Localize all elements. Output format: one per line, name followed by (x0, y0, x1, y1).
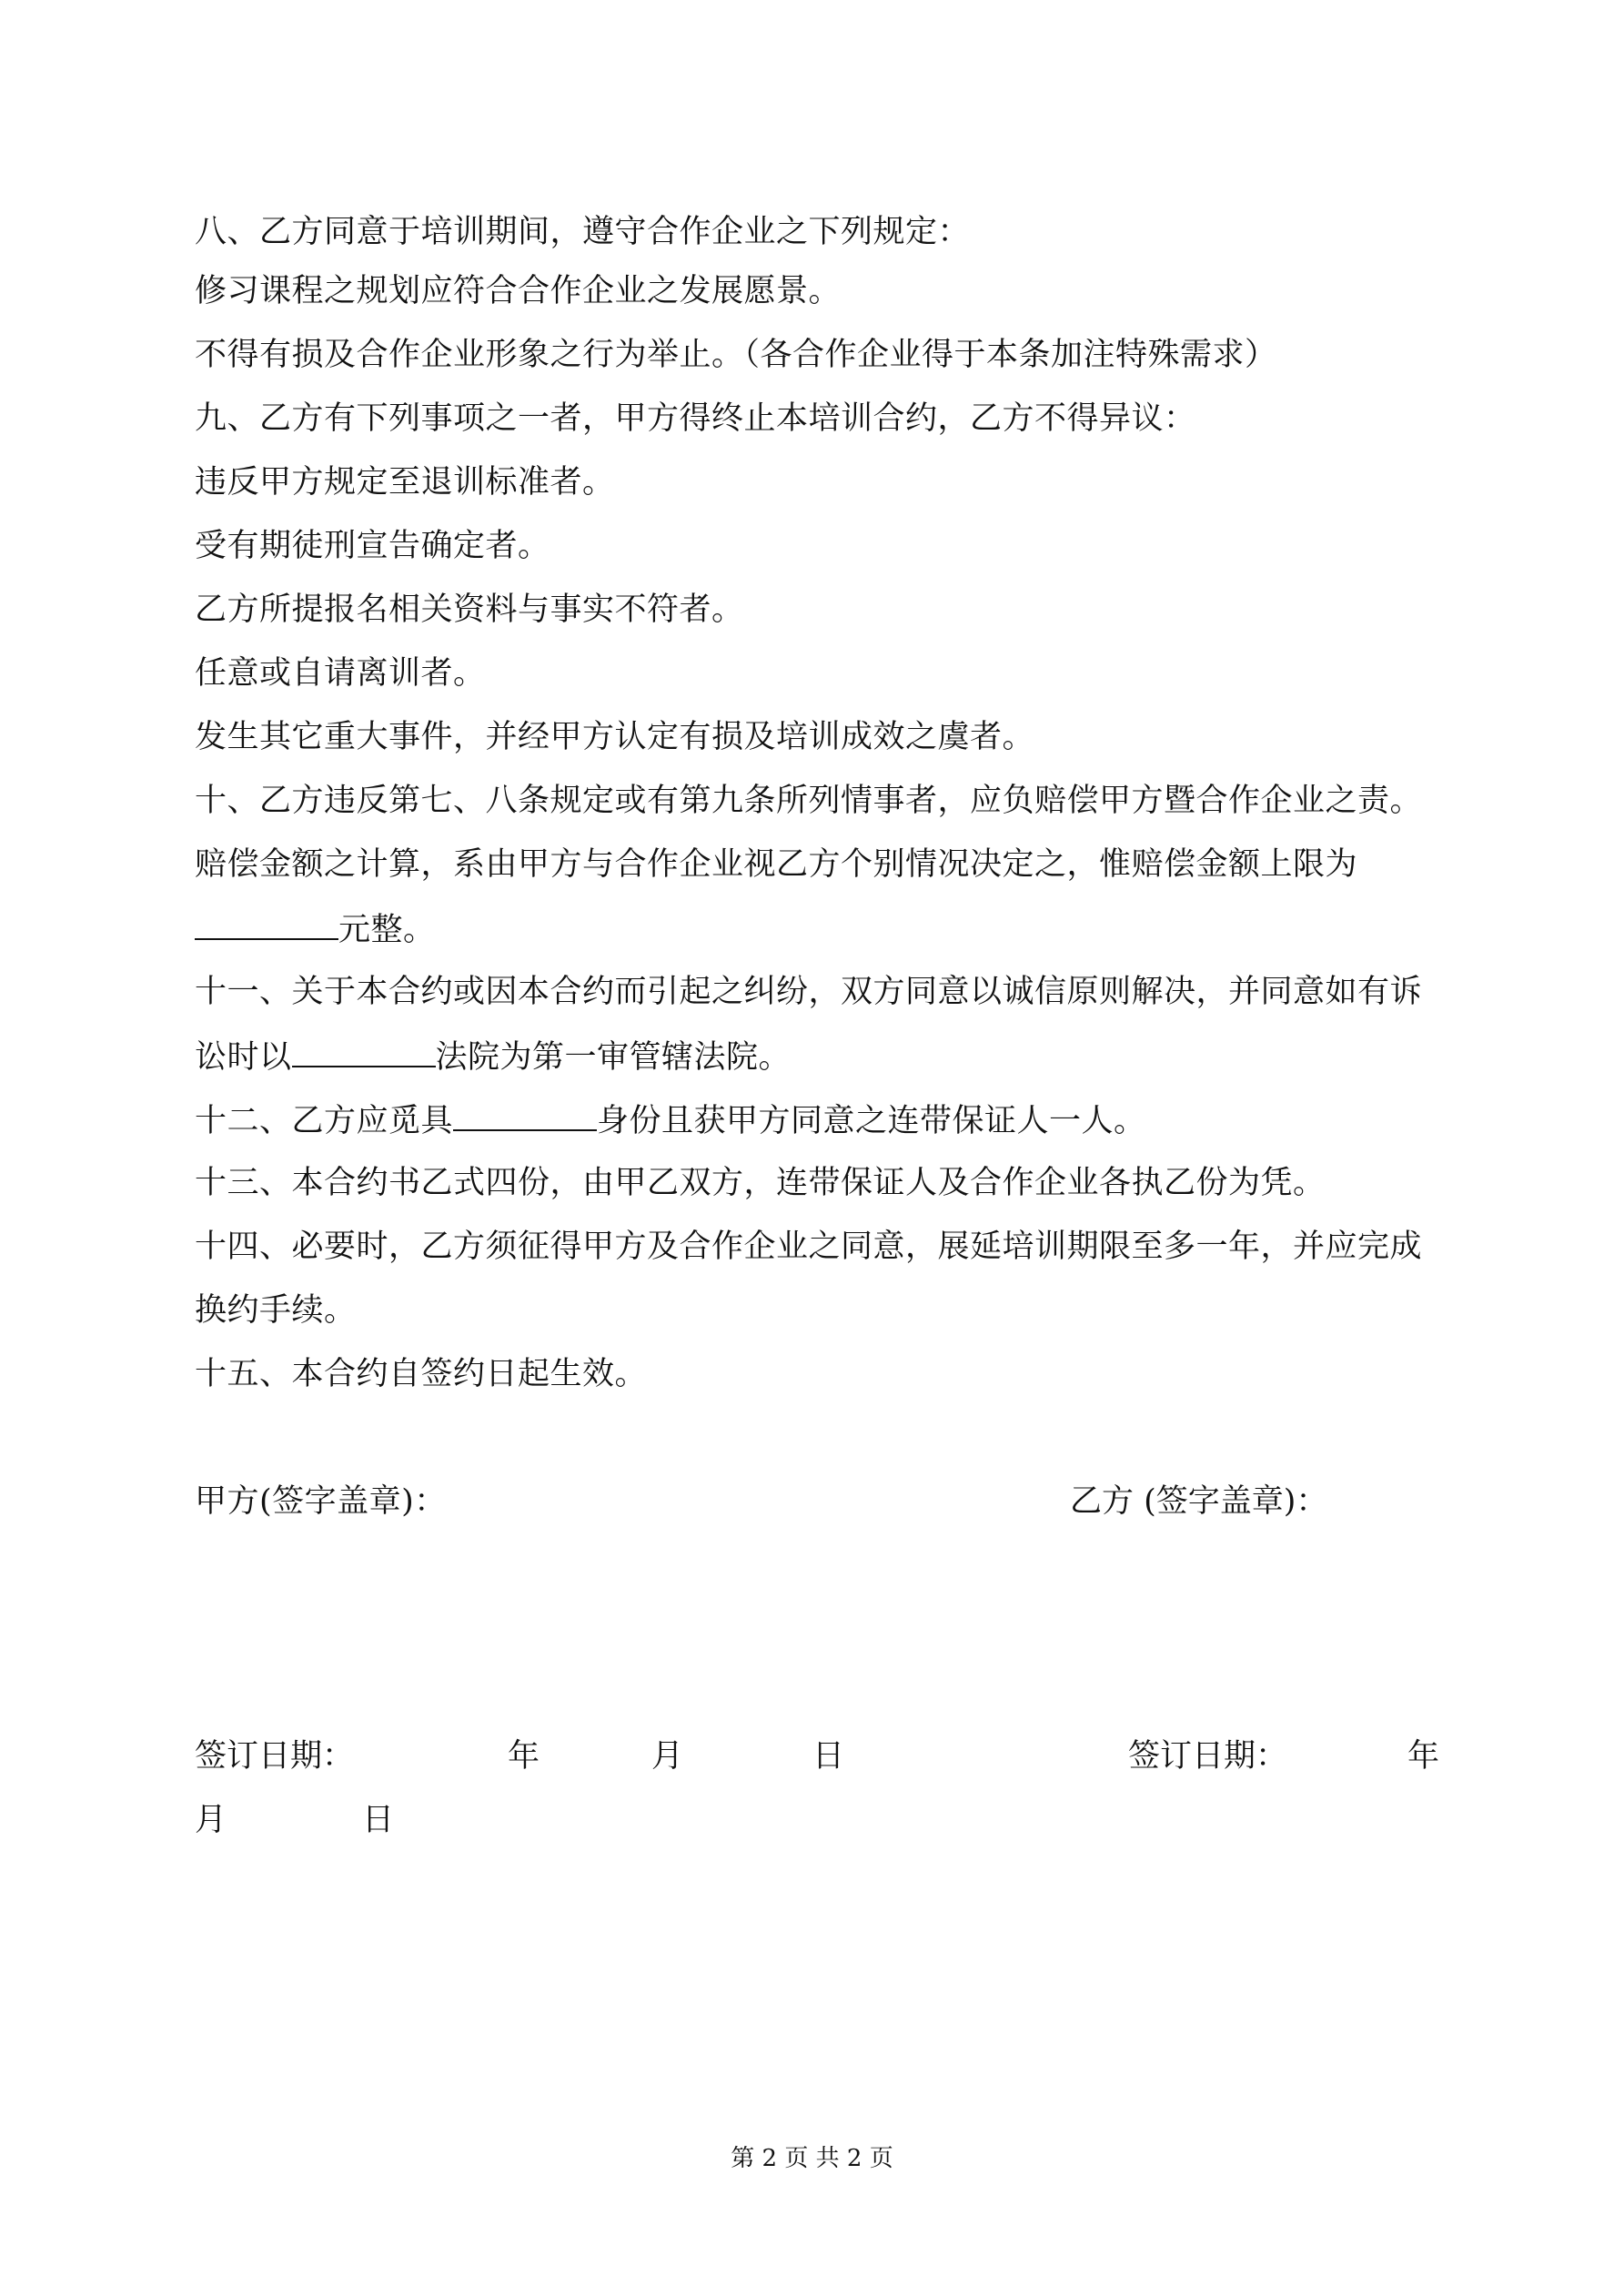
clause-8-heading: 八、乙方同意于培训期间，遵守合作企业之下列规定： (195, 214, 971, 250)
clause-10-suffix: 元整。 (338, 912, 436, 948)
page-number-footer: 第 2 页 共 2 页 (731, 2145, 893, 2172)
party-a-date-month: 月 (651, 1738, 684, 1775)
clause-9-item-5: 发生其它重大事件，并经甲方认定有损及培训成效之虞者。 (195, 719, 1035, 755)
clause-14-line-1: 十四、必要时，乙方须征得甲方及合作企业之同意，展延培训期限至多一年，并应完成 (195, 1229, 1423, 1265)
party-b-date-month: 月 (195, 1802, 227, 1838)
clause-9-heading: 九、乙方有下列事项之一者，甲方得终止本培训合约，乙方不得异议： (195, 400, 1196, 437)
party-a-date-day: 日 (812, 1738, 845, 1775)
clause-10-line-1: 十、乙方违反第七、八条规定或有第九条所列情事者，应负赔偿甲方暨合作企业之责。 (195, 783, 1423, 819)
clause-11-line-1: 十一、关于本合约或因本合约而引起之纠纷，双方同意以诚信原则解决，并同意如有诉 (195, 974, 1423, 1010)
clause-8-item-2: 不得有损及合作企业形象之行为举止。（各合作企业得于本条加注特殊需求） (195, 337, 1277, 373)
clause-8-item-1: 修习课程之规划应符合合作企业之发展愿景。 (195, 273, 842, 309)
court-blank (292, 1035, 436, 1067)
party-a-date-year: 年 (508, 1738, 540, 1775)
clause-14-line-2: 换约手续。 (195, 1292, 357, 1329)
clause-9-item-1: 违反甲方规定至退训标准者。 (195, 464, 615, 501)
party-b-date-label: 签订日期： (1128, 1738, 1288, 1775)
clause-11-prefix: 讼时以 (195, 1039, 292, 1076)
party-a-date-label: 签订日期： (195, 1738, 355, 1775)
clause-15: 十五、本合约自签约日起生效。 (195, 1356, 648, 1392)
party-a-signature-label: 甲方(签字盖章)： (195, 1483, 447, 1520)
clause-9-item-2: 受有期徒刑宣告确定者。 (195, 528, 550, 564)
party-b-date-year: 年 (1407, 1738, 1440, 1775)
amount-blank (195, 907, 338, 940)
clause-12-suffix: 身份且获甲方同意之连带保证人一人。 (597, 1103, 1146, 1139)
party-b-signature-label: 乙方 (签字盖章)： (1070, 1483, 1328, 1520)
clause-11-line-2 (195, 1035, 791, 1078)
clause-9-item-3: 乙方所提报名相关资料与事实不符者。 (195, 592, 744, 628)
party-b-date-day: 日 (362, 1802, 395, 1838)
identity-blank (453, 1098, 597, 1131)
clause-9-item-4: 任意或自请离训者。 (195, 655, 486, 692)
clause-10-line-2: 赔偿金额之计算，系由甲方与合作企业视乙方个别情况决定之，惟赔偿金额上限为 (195, 846, 1358, 883)
clause-10-line-3 (195, 907, 436, 951)
clause-11-suffix: 法院为第一审管辖法院。 (435, 1039, 792, 1076)
clause-12-prefix: 十二、乙方应觅具 (195, 1103, 454, 1139)
clause-12 (195, 1098, 1146, 1142)
clause-13: 十三、本合约书乙式四份，由甲乙双方，连带保证人及合作企业各执乙份为凭。 (195, 1165, 1326, 1201)
